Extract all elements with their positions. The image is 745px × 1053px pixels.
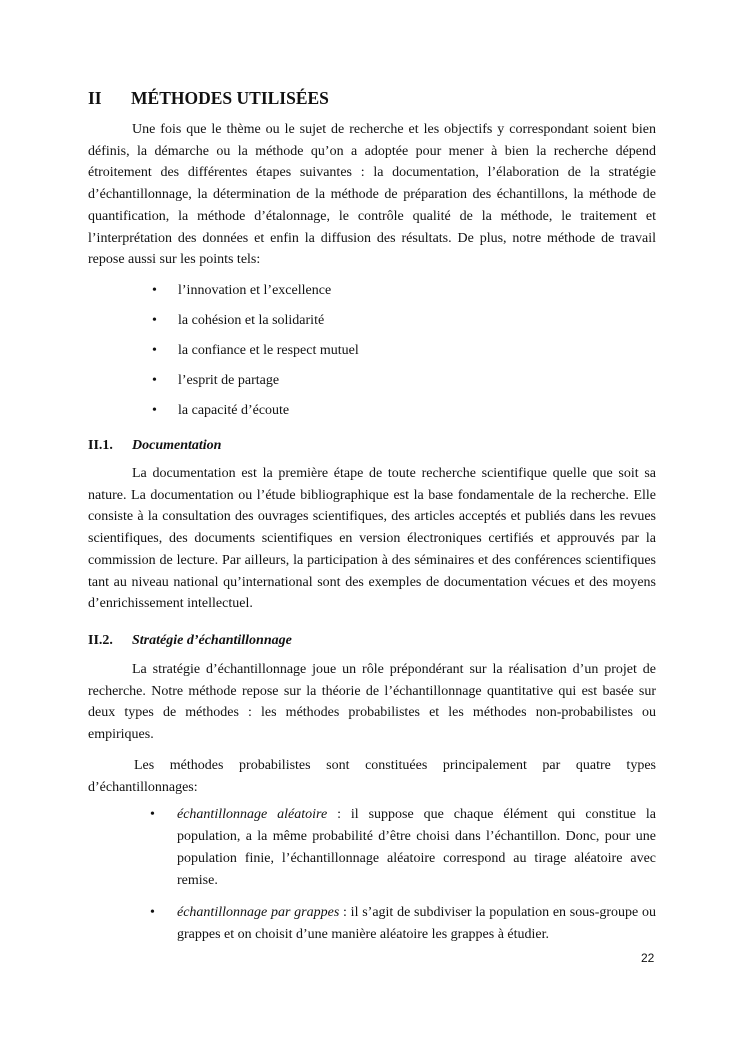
sampling-type-term: échantillonnage aléatoire xyxy=(177,807,328,822)
sampling-paragraph: La stratégie d’échantillonnage joue un rôle prépondérant sur la réalisation d’un projet de recherche. Notre méthode repose sur la théorie de l’échantillonnage quantitative qui est basée sur deux types de méthodes : les méthodes probabilistes et les méthodes non-probabilistes ou empiriques. xyxy=(88,662,656,743)
sampling-type-term: échantillonnage par grappes xyxy=(177,905,340,920)
intro-paragraph: Une fois que le thème ou le sujet de recherche et les objectifs y correspondant soient bien définis, la démarche ou la méthode qu’on a adoptée pour mener à bien la recherche dépend étroitement des différentes étapes suivantes : la documentation, l’élaboration de la stratégie d’échantillonnage, la détermination de la méthode de préparation des échantillons, la méthode de quantification, la méthode d’étalonnage, le contrôle qualité de la méthode, le traitement et l’interprétation des données et enfin la diffusion des résultats. De plus, notre méthode de travail repose aussi sur les points tels: xyxy=(88,122,656,268)
bullet-icon: • xyxy=(152,403,157,418)
subsection-number: II.2. xyxy=(88,633,113,648)
list-item: • l’innovation et l’excellence xyxy=(150,281,650,311)
list-item xyxy=(150,804,656,892)
subsection-number: II.1. xyxy=(88,438,113,453)
list-item: • la cohésion et la solidarité xyxy=(150,311,650,341)
section-title: MÉTHODES UTILISÉES xyxy=(131,88,329,108)
subsection-title: Stratégie d’échantillonnage xyxy=(132,633,292,648)
page-number: 22 xyxy=(641,951,655,965)
sampling-type-desc: : il s’agit de subdiviser la population en sous-groupe ou grappes et on choisit d’une manière aléatoire les grappes à étudier. xyxy=(177,905,656,942)
documentation-paragraph: La documentation est la première étape de toute recherche scientifique quelle que soit sa nature. La documentation ou l’étude bibliographique est la base fondamentale de la recherche. Elle consiste à la consultation des ouvrages scientifiques, des articles acceptés et publiés dans les revues scientifiques, des documents scientifiques en version électroniques certifiés et approuvés par la commission de lecture. Par ailleurs, la participation à des séminaires et des conférences scientifiques tant au niveau national qu’international sont des exemples de documentation vécues et des moyens d’enrichissement intellectuel. xyxy=(88,466,656,612)
subsection-heading-documentation xyxy=(88,438,221,454)
values-list xyxy=(150,281,650,431)
bullet-icon: • xyxy=(152,343,157,358)
subsection-title: Documentation xyxy=(132,438,222,453)
section-number: II xyxy=(88,88,102,108)
bullet-icon: • xyxy=(152,283,157,298)
subsection-heading-sampling xyxy=(88,633,292,649)
section-heading xyxy=(88,88,329,109)
bullet-icon: • xyxy=(150,905,155,920)
bullet-icon: • xyxy=(150,807,155,822)
list-item xyxy=(150,902,656,946)
bullet-icon: • xyxy=(152,373,157,388)
sampling-type-desc: : il suppose que chaque élément qui constitue la population, a la même probabilité d’être choisi dans l’échantillon. Donc, pour une population finie, l’échantillonnage aléatoire correspond au tirage aléatoire avec remise. xyxy=(177,807,656,888)
list-item: • la capacité d’écoute xyxy=(150,401,650,431)
list-item: • l’esprit de partage xyxy=(150,371,650,401)
list-item: • la confiance et le respect mutuel xyxy=(150,341,650,371)
bullet-icon: • xyxy=(152,313,157,328)
sampling-paragraph-2: Les méthodes probabilistes sont constituées principalement par quatre types d’échantillonnages: xyxy=(88,758,656,795)
